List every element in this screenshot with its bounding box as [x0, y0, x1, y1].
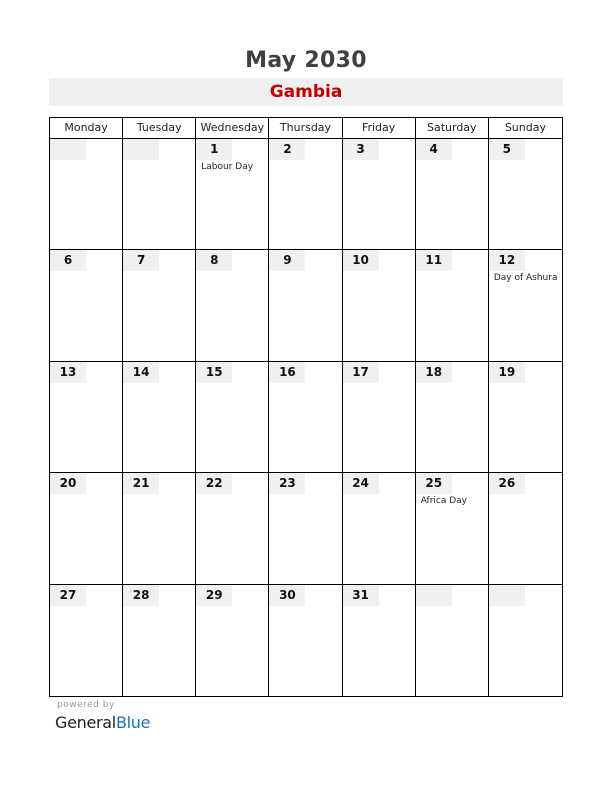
calendar-day-cell	[50, 250, 123, 361]
calendar-day-cell	[50, 139, 123, 250]
calendar-day-cell	[269, 139, 342, 250]
weekday-header-monday: Monday	[50, 118, 123, 139]
calendar-day-cell	[489, 362, 562, 473]
day-number: 20	[50, 473, 86, 494]
day-number: 26	[489, 473, 525, 494]
generalblue-logo	[55, 713, 150, 732]
calendar-day-cell	[123, 473, 196, 584]
calendar-day-cell	[196, 473, 269, 584]
calendar-day-cell	[343, 473, 416, 584]
calendar-day-cell	[416, 585, 489, 696]
day-number: 24	[343, 473, 379, 494]
calendar-day-cell	[489, 250, 562, 361]
brand-general-text: General	[55, 713, 116, 732]
calendar-day-cell	[269, 250, 342, 361]
calendar-day-cell	[416, 473, 489, 584]
calendar-day-cell	[343, 362, 416, 473]
weekday-header-sunday: Sunday	[489, 118, 562, 139]
calendar-day-cell	[489, 139, 562, 250]
calendar-day-cell	[50, 473, 123, 584]
day-number: 3	[343, 139, 379, 160]
day-number: 22	[196, 473, 232, 494]
holiday-label: Africa Day	[420, 496, 468, 507]
calendar-day-cell	[123, 250, 196, 361]
day-number: 28	[123, 585, 159, 606]
weekday-header-wednesday: Wednesday	[196, 118, 269, 139]
holiday-label: Day of Ashura	[493, 273, 558, 284]
calendar-day-cell	[123, 362, 196, 473]
day-number: 18	[416, 362, 452, 383]
calendar-day-cell	[50, 585, 123, 696]
day-number	[50, 139, 86, 160]
calendar-day-cell	[123, 585, 196, 696]
calendar-day-cell	[196, 250, 269, 361]
calendar-day-cell	[123, 139, 196, 250]
day-number: 21	[123, 473, 159, 494]
day-number: 7	[123, 250, 159, 271]
weekday-header-thursday: Thursday	[269, 118, 342, 139]
country-name: Gambia	[269, 82, 343, 102]
day-number: 30	[269, 585, 305, 606]
calendar-day-cell	[196, 139, 269, 250]
day-number: 12	[489, 250, 525, 271]
day-number: 17	[343, 362, 379, 383]
calendar-day-cell	[416, 139, 489, 250]
day-number: 13	[50, 362, 86, 383]
day-number: 29	[196, 585, 232, 606]
day-number: 8	[196, 250, 232, 271]
day-number: 14	[123, 362, 159, 383]
day-number: 16	[269, 362, 305, 383]
calendar-grid	[49, 117, 563, 697]
calendar-day-cell	[269, 362, 342, 473]
day-number: 1	[196, 139, 232, 160]
calendar-day-cell	[489, 473, 562, 584]
calendar-day-cell	[416, 362, 489, 473]
weekday-header-tuesday: Tuesday	[123, 118, 196, 139]
day-number: 25	[416, 473, 452, 494]
weekday-header-friday: Friday	[343, 118, 416, 139]
holiday-label: Labour Day	[201, 162, 254, 172]
day-number: 15	[196, 362, 232, 383]
calendar-day-cell	[343, 250, 416, 361]
day-number: 19	[489, 362, 525, 383]
day-number: 5	[489, 139, 525, 160]
calendar-day-cell	[269, 585, 342, 696]
day-number: 31	[343, 585, 379, 606]
calendar-day-cell	[416, 250, 489, 361]
day-number: 6	[50, 250, 86, 271]
day-number: 9	[269, 250, 305, 271]
calendar-day-cell	[343, 585, 416, 696]
calendar-day-cell	[196, 585, 269, 696]
day-number: 23	[269, 473, 305, 494]
page-title: May 2030	[245, 48, 367, 73]
day-number: 2	[269, 139, 305, 160]
country-banner	[49, 78, 563, 106]
day-number	[489, 585, 525, 606]
calendar-day-cell	[50, 362, 123, 473]
day-number	[416, 585, 452, 606]
brand-blue-text: Blue	[115, 713, 151, 732]
powered-by-label: powered by	[57, 700, 115, 710]
weekday-header-saturday: Saturday	[416, 118, 489, 139]
day-number: 10	[343, 250, 379, 271]
calendar-day-cell	[343, 139, 416, 250]
calendar-day-cell	[196, 362, 269, 473]
day-number: 11	[416, 250, 452, 271]
day-number: 27	[50, 585, 86, 606]
calendar-day-cell	[269, 473, 342, 584]
calendar-day-cell	[489, 585, 562, 696]
day-number: 4	[416, 139, 452, 160]
day-number	[123, 139, 159, 160]
